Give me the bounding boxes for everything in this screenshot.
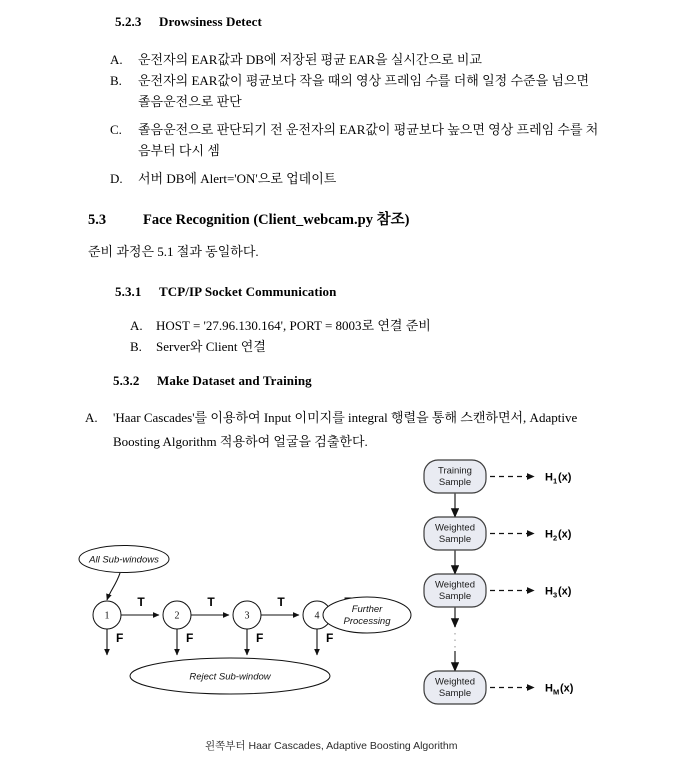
stage-node-4-label: 4 bbox=[314, 610, 320, 622]
list-item bbox=[110, 70, 593, 112]
figure-adaptive-boosting bbox=[412, 455, 612, 705]
boost-output-m-sub: M bbox=[553, 687, 560, 697]
boost-output-2-tail: (x) bbox=[558, 528, 572, 541]
all-subwindows-label: All Sub-windows bbox=[89, 554, 159, 566]
false-label-3: F bbox=[256, 631, 264, 645]
heading-5-3-1-title: TCP/IP Socket Communication bbox=[159, 284, 337, 299]
stage-node-1-label: 1 bbox=[104, 610, 110, 622]
further-processing-label-line2: Processing bbox=[343, 616, 391, 627]
stage-node-3-label: 3 bbox=[244, 610, 250, 622]
heading-5-3-2 bbox=[113, 373, 312, 389]
heading-5-3-1 bbox=[115, 284, 336, 300]
adaptive-boosting-svg bbox=[412, 455, 612, 705]
list-marker: B. bbox=[110, 73, 122, 88]
section-5-3-intro: 준비 과정은 5.1 절과 동일하다. bbox=[88, 244, 259, 259]
heading-5-3 bbox=[88, 208, 409, 229]
boost-output-3-tail: (x) bbox=[558, 585, 572, 598]
figure-haar-cascade bbox=[62, 538, 412, 703]
list-marker: A. bbox=[85, 410, 98, 425]
list-marker: D. bbox=[110, 171, 123, 186]
false-label-2: F bbox=[186, 631, 194, 645]
boost-output-3-sub: 3 bbox=[553, 590, 558, 600]
list-item-text: 'Haar Cascades'를 이용하여 Input 이미지를 integral 행렬을 통해 스캔하면서, Adaptive Boosting Algorithm 적용하여 얼굴을 검출한다. bbox=[113, 410, 578, 449]
reject-subwindow-label: Reject Sub-window bbox=[189, 671, 271, 683]
heading-5-3-title: Face Recognition (Client_webcam.py 참조) bbox=[143, 212, 410, 228]
boost-node-1-line1: Training bbox=[438, 465, 472, 477]
list-marker: A. bbox=[130, 318, 143, 333]
heading-5-3-1-number: 5.3.1 bbox=[115, 284, 142, 299]
list-item-text: 졸음운전으로 판단되기 전 운전자의 EAR값이 평균보다 높으면 영상 프레임 수를 처음부터 다시 셈 bbox=[138, 122, 599, 158]
figure-caption: 왼쪽부터 Haar Cascades, Adaptive Boosting Algorithm bbox=[205, 740, 458, 752]
boost-output-1-tail: (x) bbox=[558, 471, 572, 484]
false-label-4: F bbox=[326, 631, 334, 645]
boost-node-1-line2: Sample bbox=[438, 477, 472, 488]
boost-node-3-line2: Sample bbox=[438, 591, 472, 602]
list-marker: C. bbox=[110, 122, 122, 137]
boost-node-m-line2: Sample bbox=[438, 688, 472, 699]
true-label-3: T bbox=[277, 595, 285, 609]
list-marker: B. bbox=[130, 339, 142, 354]
list-item bbox=[110, 168, 588, 189]
haar-cascade-svg bbox=[62, 538, 412, 703]
heading-5-3-number: 5.3 bbox=[88, 212, 107, 228]
true-label-2: T bbox=[207, 595, 215, 609]
list-item-text: 운전자의 EAR값이 평균보다 작을 때의 영상 프레임 수를 더해 일정 수준을 넘으면 졸음운전으로 판단 bbox=[138, 73, 590, 109]
heading-5-2-3-number: 5.2.3 bbox=[115, 14, 142, 29]
boost-node-2-line2: Sample bbox=[438, 534, 472, 545]
boost-node-m-line1: Weighted bbox=[435, 676, 475, 688]
list-item bbox=[110, 49, 588, 70]
boost-output-2-sub: 2 bbox=[553, 533, 558, 543]
false-label-1: F bbox=[116, 631, 124, 645]
stage-node-2-label: 2 bbox=[174, 610, 180, 622]
list-item-text: 운전자의 EAR값과 DB에 저장된 평균 EAR을 실시간으로 비교 bbox=[138, 52, 482, 67]
list-item bbox=[130, 336, 586, 357]
list-item bbox=[85, 406, 625, 454]
boost-output-3-base: H bbox=[545, 585, 553, 598]
further-processing-ellipse bbox=[323, 597, 411, 633]
heading-5-2-3 bbox=[115, 14, 262, 30]
list-item bbox=[130, 315, 586, 336]
list-item-text: 서버 DB에 Alert='ON'으로 업데이트 bbox=[138, 171, 337, 186]
boost-output-2-base: H bbox=[545, 528, 553, 541]
boost-output-1-base: H bbox=[545, 471, 553, 484]
true-label-1: T bbox=[137, 595, 145, 609]
boost-output-m-tail: (x) bbox=[560, 682, 574, 695]
heading-5-3-2-number: 5.3.2 bbox=[113, 373, 140, 388]
list-item-text: Server와 Client 연결 bbox=[156, 339, 266, 354]
boost-output-m-base: H bbox=[545, 682, 553, 695]
boost-node-2-line1: Weighted bbox=[435, 522, 475, 534]
list-item bbox=[110, 119, 610, 161]
list-marker: A. bbox=[110, 52, 123, 67]
further-processing-label-line1: Further bbox=[351, 604, 383, 615]
heading-5-3-2-title: Make Dataset and Training bbox=[157, 373, 312, 388]
input-to-stage1-arrow bbox=[107, 573, 120, 600]
boost-node-3-line1: Weighted bbox=[435, 579, 475, 591]
boost-output-1-sub: 1 bbox=[553, 476, 558, 486]
heading-5-2-3-title: Drowsiness Detect bbox=[159, 14, 262, 29]
list-item-text: HOST = '27.96.130.164', PORT = 8003로 연결 준비 bbox=[156, 318, 431, 333]
